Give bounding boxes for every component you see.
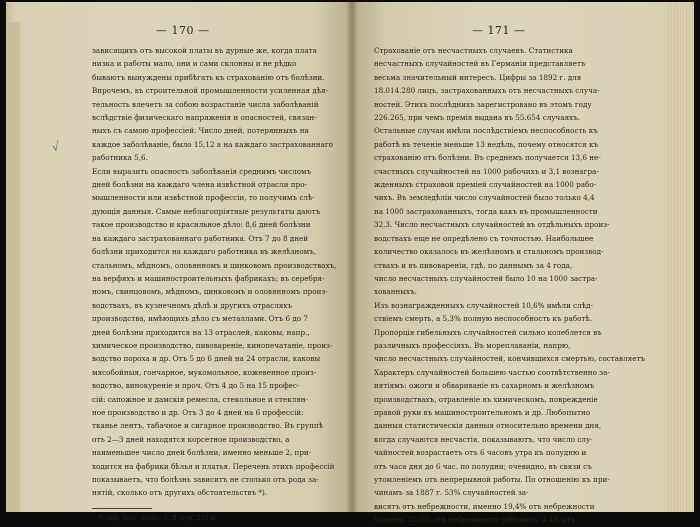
text-line: ствахъ и въ пивовареніи, гдѣ, по даннымъ за 4 года, bbox=[374, 260, 573, 270]
text-line: чинамъ за 1887 г. 53% случайностей за- bbox=[374, 488, 529, 498]
text-line: страхованію отъ болѣзни. Въ среднемъ получается 13,6 не- bbox=[374, 153, 601, 163]
text-line: несчастныхъ случайностей въ Германіи представляетъ bbox=[374, 59, 586, 69]
text-line: на верфяхъ и машиностроительныхъ фабрикахъ; въ серебря- bbox=[92, 273, 325, 283]
text-line: Остальные случаи имѣли послѣдствіемъ неспособность къ bbox=[374, 126, 598, 136]
text-line: жденныхъ страховой преміей случайностей на 1000 рабо- bbox=[374, 180, 597, 190]
text-line: каждое заболѣваніе, было 15,12 а на каждаго застрахованнаго bbox=[92, 139, 333, 149]
text-line: нятіямъ: ожоги и обвариваніе въ сахарномъ и желѣзномъ bbox=[374, 381, 595, 391]
text-line: мясобойныя, гончарное, мукомольное, кожевенное произ- bbox=[92, 367, 317, 377]
text-line: Если выразить опасность заболѣванія среднимъ числомъ bbox=[92, 166, 312, 176]
text-line: низка и работы мало, они и сами склонны и не рѣдко bbox=[92, 59, 297, 69]
text-line: различныхъ профессіяхъ. Въ мореплаваніи, напрю, bbox=[374, 340, 571, 350]
text-line: весьма значительный интересъ. Цифры за 1892 г. для bbox=[374, 72, 582, 82]
text-line: счастныхъ случайностей на 1000 рабочихъ и 3,1 вознагра- bbox=[374, 166, 599, 176]
text-line: Характеръ случайностей большею частью соотвѣтственно за- bbox=[374, 367, 610, 377]
text-line: такое производство и красильное дѣло: 8,6 дней болѣзни bbox=[92, 220, 311, 230]
text-line: на каждаго застрахованнаго работника. Отъ 7 до 8 дней bbox=[92, 233, 309, 243]
right-page bbox=[352, 2, 694, 525]
text-line: Страхованіе отъ несчастныхъ случаевъ. Статистика bbox=[374, 46, 573, 55]
text-line: работѣ въ теченіе меньше 13 недѣль, почему относятся къ bbox=[374, 139, 599, 149]
text-line: водство, винокуреніе и проч. Отъ 4 до 5 на 15 профес- bbox=[92, 381, 300, 391]
text-line: отъ часа дня до 6 час. по полудни; очевидно, въ связи съ bbox=[374, 461, 592, 471]
text-line: нятій, сколько отъ другихъ обстоятельствъ *). bbox=[92, 488, 268, 498]
text-line: водство пороха и др. Отъ 5 до 6 дней на 24 отрасли, каковы bbox=[92, 354, 321, 364]
text-line: зависящихъ отъ высокой платы въ дурные же, когда плата bbox=[92, 46, 317, 55]
text-line: дней болѣзни приходится на 13 отраслей, каковы, напр., bbox=[92, 327, 310, 337]
text-line: 18.014.280 лицъ, застрахованныхъ отъ несчастныхъ случа- bbox=[374, 86, 600, 96]
text-line: Изъ вознагражденныхъ случайностей 10,6% имѣли слѣд- bbox=[374, 300, 593, 310]
text-line: утомленіемъ отъ непрерывной работы. По отношенію къ при- bbox=[374, 475, 610, 484]
text-line: чихъ. Въ земледѣліи число случайностей было только 4,4 bbox=[374, 193, 595, 203]
text-line: сій: сапожное и дамскія ремесла, стекольное и стеклян- bbox=[92, 394, 309, 404]
text-line: тельность влечетъ за собою возрастаніе числа заболѣваній bbox=[92, 99, 319, 109]
text-line: на 1000 застрахованныхъ, тогда какъ въ промышленности bbox=[374, 206, 598, 216]
text-line: чайностей возрастаетъ отъ 6 часовъ утра къ полудню и bbox=[374, 448, 587, 458]
text-line: номъ, свинцовомъ, мѣдномъ, цинковомъ и оловянномъ произ- bbox=[92, 287, 328, 297]
left-page-edge bbox=[6, 22, 20, 512]
text-line: когда случаются несчастія, показываютъ, что число слу- bbox=[374, 434, 593, 444]
text-line: хозяевъ, 25,6% отъ небрежности рабочихъ, 4,4% отъ bbox=[374, 515, 576, 525]
left-page bbox=[6, 2, 354, 522]
text-line: ностей. Этихъ послѣднихъ зарегистровано въ этомъ году bbox=[374, 99, 592, 109]
text-line: данныя статистическія данныя относительно времени дня, bbox=[374, 421, 602, 431]
text-line: число несчастныхъ случайностей, кончившихся смертью, составляетъ bbox=[374, 354, 646, 364]
text-line: водствахъ, въ кузнечномъ дѣлѣ и другихъ отрасляхъ bbox=[92, 300, 292, 310]
text-line: работника 5,6. bbox=[92, 153, 148, 163]
footnote-rule bbox=[92, 508, 152, 509]
text-line: ныхъ съ самою профессіей. Число дней, потерянныхъ на bbox=[92, 126, 309, 136]
text-line: дующія данныя. Самые неблагопріятные результаты даютъ bbox=[92, 206, 321, 216]
text-line: дней болѣзни на каждаго члена извѣстной отрасли про- bbox=[92, 180, 307, 190]
right-page-number: — 171 — bbox=[472, 24, 526, 37]
text-line: ствіемъ смерть, а 5,3% полную неспособность къ работѣ. bbox=[374, 314, 593, 324]
open-book bbox=[6, 2, 692, 525]
text-line: водствахъ еще не опредѣлено съ точностью. Наибольшее bbox=[374, 233, 594, 243]
text-line: число несчастныхъ случайностей было 10 на 1000 застра- bbox=[374, 273, 598, 283]
text-line: производствахъ, отравленіе въ химическомъ, поврежденіе bbox=[374, 394, 598, 404]
left-page-text bbox=[92, 44, 337, 525]
text-line: мышленности или извѣстной профессіи, то получимъ слѣ- bbox=[92, 193, 315, 203]
handwritten-check-mark: √ bbox=[50, 139, 62, 155]
book-spine-gutter bbox=[346, 2, 358, 512]
text-line: стальномъ, мѣдномъ, оловянномъ и цинковомъ производствахъ, bbox=[92, 260, 337, 270]
left-page-number: — 170 — bbox=[156, 24, 210, 37]
text-line: отъ 2—3 дней находятся корсетное производство, а bbox=[92, 434, 290, 444]
text-line: правой руки въ машиностроительномъ и др. Любопытно bbox=[374, 407, 591, 417]
text-line: количество оказалось въ желѣзномъ и стальномъ производ- bbox=[374, 247, 604, 257]
text-line: ное производство и др. Отъ 3 до 4 дней на 6 профессій: bbox=[92, 407, 304, 417]
text-line: 226.265, при чемъ премія выдана въ 55.654 случаяхъ. bbox=[374, 113, 581, 123]
text-line: наименьшее число дней болѣзни, именно меньше 2, при- bbox=[92, 448, 312, 458]
right-page-edge bbox=[668, 2, 694, 512]
text-line: Пропорція гибельныхъ случайностей сильно колеблется въ bbox=[374, 327, 602, 337]
text-line: химическое производство, пивовареніе, кинопечатаніе, произ- bbox=[92, 340, 333, 350]
text-line: вслѣдствіе физическаго напряженія и опасностей, связан- bbox=[92, 113, 317, 123]
text-line: показываетъ, что болѣзнь зависитъ не столько отъ рода за- bbox=[92, 475, 319, 484]
text-line: тканье лентъ, табачное и сигарное производство. Въ группѣ bbox=[92, 421, 324, 431]
text-line: ходится на фабрики бѣлья и платья. Перечень этихъ профессій bbox=[92, 461, 335, 471]
footnote: *) Allg. Stat. Archiv, т. II, стр. 235 и. bbox=[98, 513, 217, 522]
text-line: бываютъ вынуждены прибѣгать къ страхованію отъ болѣзни. bbox=[92, 72, 325, 82]
right-page-text bbox=[374, 44, 646, 527]
text-line: 32,3. Число несчастныхъ случайностей въ отдѣльныхъ произ- bbox=[374, 220, 610, 230]
text-line: висятъ отъ небрежности, именно 19,4% отъ небрежности bbox=[374, 501, 595, 511]
text-line: Впрочемъ, въ строительной промышленности усиленная дѣя- bbox=[92, 86, 329, 96]
text-line: хованныхъ. bbox=[374, 287, 417, 297]
text-line: производства, имѣющихъ дѣло съ металлами. Отъ 6 до 7 bbox=[92, 314, 308, 324]
text-line: болѣзни приходится на каждаго работника въ желѣзномъ, bbox=[92, 247, 317, 257]
